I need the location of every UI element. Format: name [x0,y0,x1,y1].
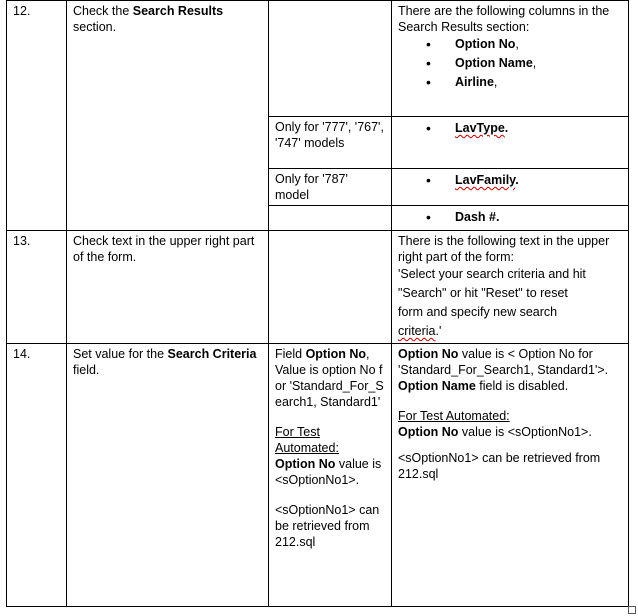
step-text-bold: Search Criteria [167,347,257,361]
step-expected-14 [392,344,629,607]
data-text: Field [275,347,306,361]
list-item [398,54,622,73]
punct: , [532,56,537,70]
data-value: Value is option No for 'Standard_For_Search1, Standard1' [275,363,384,409]
test-automated-label: For Test Automated: [275,425,339,455]
expected-bold: Option No [398,425,459,439]
punct: , [493,75,498,89]
column-list [398,35,622,92]
step-number: 13. [13,234,31,248]
step-text: Set value for the [73,347,168,361]
condition-text: Only for '777', '767', '747' models [275,120,384,150]
column-name: LavType [455,121,505,135]
step-text: section. [73,20,117,34]
list-item [398,171,622,190]
expected-intro: There are the following columns in the Search Results section: [398,4,610,34]
quote-line: 'Select your search criteria and hit [398,267,586,281]
punct: , [515,37,519,51]
step-data-12 [269,1,392,117]
expected-bold: Option No [398,347,459,361]
step-expected-13 [392,231,629,344]
step-text: field. [73,363,100,377]
expected-intro: There is the following text in the upper right part of the form: [398,234,610,264]
expected-bold: Option Name [398,379,476,393]
punct: .' [435,324,442,338]
quote-word: criteria [398,324,436,338]
resize-handle-icon[interactable] [628,606,636,614]
punct: . [515,173,519,187]
column-name: LavFamily [455,173,516,187]
expected-text: value is <sOptionNo1>. [458,425,592,439]
retrieve-note: <sOptionNo1> can be retrieved from 212.sql [398,451,601,481]
expected-text: value is < Option No for 'Standard_For_Search1, Standard1'>. [398,347,609,377]
step-number-12 [7,1,67,231]
step-number-14 [7,344,67,607]
step-action-12 [67,1,269,231]
step-number-13 [7,231,67,344]
quote-line [398,322,622,341]
step-text: Check the [73,4,133,18]
data-text: value is <sOptionNo1>. [275,457,382,487]
sub-expected-1 [392,117,629,169]
data-text-bold: Option No [305,347,366,361]
step-text-bold: Search Results [132,4,224,18]
sub-condition-1 [269,117,392,169]
sub-expected-3 [392,206,629,231]
punct: . [504,121,509,135]
step-data-13 [269,231,392,344]
data-text-bold: Option No [275,457,336,471]
column-name: Option Name [455,56,533,70]
expected-text: field is disabled. [475,379,569,393]
step-number: 14. [13,347,31,361]
punct: , [365,347,370,361]
quote-line: "Search" or hit "Reset" to reset [398,286,568,300]
column-name: Airline [455,75,494,89]
column-name: Option No [455,37,516,51]
list-item [398,35,622,54]
list-item [398,119,622,138]
step-expected-12 [392,1,629,117]
retrieve-note: <sOptionNo1> can be retrieved from 212.sql [275,503,380,549]
step-data-14 [269,344,392,607]
test-steps-table [6,0,629,607]
step-action-13 [67,231,269,344]
step-text: Check text in the upper right part of the form. [73,234,255,264]
condition-text: Only for '787' model [275,172,348,202]
list-item [398,73,622,92]
step-action-14 [67,344,269,607]
sub-condition-2 [269,169,392,206]
column-name: Dash #. [455,210,500,224]
test-automated-label: For Test Automated: [398,409,510,423]
step-number: 12. [13,4,31,18]
sub-expected-2 [392,169,629,206]
quote-line: form and specify new search [398,305,558,319]
list-item [398,208,622,227]
sub-condition-3 [269,206,392,231]
